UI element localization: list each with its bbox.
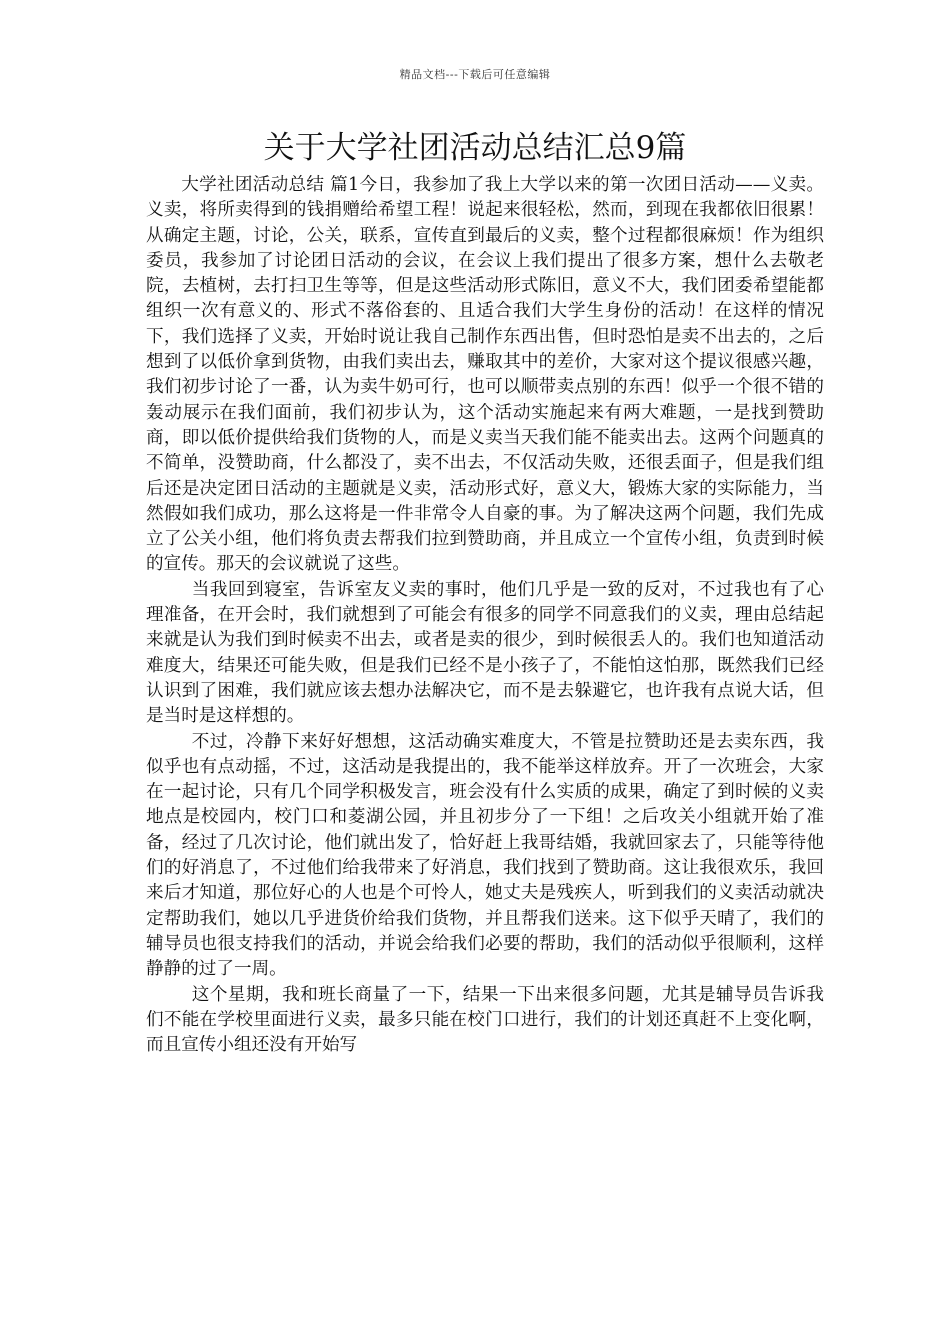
paragraph: 大学社团活动总结 篇1今日，我参加了我上大学以来的第一次团日活动——义卖。义卖，将所卖得到的钱捐赠给希望工程！说起来很轻松，然而，到现在我都依旧很累！ 从确定主题，讨论，公关，联系，宣传直到最后的义卖，整个过程都很麻烦！作为组织委员，我参加了讨论团日活动的会议，在会议上我们提出了很多方案，想什么去敬老院，去植树，去打扫卫生等等，但是这些活动形式陈旧，意义不大，我们团委希望能都组织一次有意义的、形式不落俗套的、且适合我们大学生身份的活动！在这样的情况下，我们选择了义卖，开始时说让我自己制作东西出售，但时恐怕是卖不出去的，之后想到了以低价拿到货物，由我们卖出去，赚取其中的差价，大家对这个提议很感兴趣，我们初步讨论了一番，认为卖牛奶可行，也可以顺带卖点别的东西！似乎一个很不错的轰动展示在我们面前，我们初步认为，这个活动实施起来有两大难题，一是找到赞助商，即以低价提供给我们货物的人，而是义卖当天我们能不能卖出去。这两个问题真的不简单，没赞助商，什么都没了，卖不出去，不仅活动失败，还很丢面子，但是我们组后还是决定团日活动的主题就是义卖，活动形式好，意义大，锻炼大家的实际能力，当然假如我们成功，那么这将是一件非常令人自豪的事。为了解决这两个问题，我们先成立了公关小组，他们将负责去帮我们拉到赞助商，并且成立一个宣传小组，负责到时候的宣传。那天的会议就说了这些。 [146, 175, 824, 575]
paragraph: 这个星期，我和班长商量了一下，结果一下出来很多问题，尤其是辅导员告诉我们不能在学校里面进行义卖，最多只能在校门口进行，我们的计划还真赶不上变化啊，而且宣传小组还没有开始写 [146, 984, 824, 1056]
document-body [146, 173, 824, 1058]
paragraph: 当我回到寝室，告诉室友义卖的事时，他们几乎是一致的反对，不过我也有了心理准备，在开会时，我们就想到了可能会有很多的同学不同意我们的义卖，理由总结起来就是认为我们到时候卖不出去，或者是卖的很少，到时候很丢人的。我们也知道活动难度大，结果还可能失败，但是我们已经不是小孩子了，不能怕这怕那，既然我们已经认识到了困难，我们就应该去想办法解决它，而不是去躲避它，也许我有点说大话，但是当时是这样想的。 [146, 579, 824, 727]
document-title: 关于大学社团活动总结汇总9篇 [263, 130, 687, 166]
paragraph: 不过，冷静下来好好想想，这活动确实难度大，不管是拉赞助还是去卖东西，我似乎也有点动摇，不过，这活动是我提出的，我不能举这样放弃。开了一次班会，大家在一起讨论，只有几个同学积极发言，班会没有什么实质的成果，确定了到时候的义卖地点是校园内，校门口和菱湖公园，并且初步分了一下组！之后攻关小组就开始了准备，经过了几次讨论，他们就出发了，恰好赶上我哥结婚，我就回家去了，只能等待他们的好消息了，不过他们给我带来了好消息，我们找到了赞助商。这让我很欢乐，我回来后才知道，那位好心的人也是个可怜人，她丈夫是残疾人，听到我们的义卖活动就决定帮助我们，她以几乎进货价给我们货物，并且帮我们送来。这下似乎天晴了，我们的辅导员也很支持我们的活动，并说会给我们必要的帮助，我们的活动似乎很顺利，这样静静的过了一周。 [146, 731, 824, 980]
page-header-note: 精品文档---下载后可任意编辑 [399, 68, 551, 81]
